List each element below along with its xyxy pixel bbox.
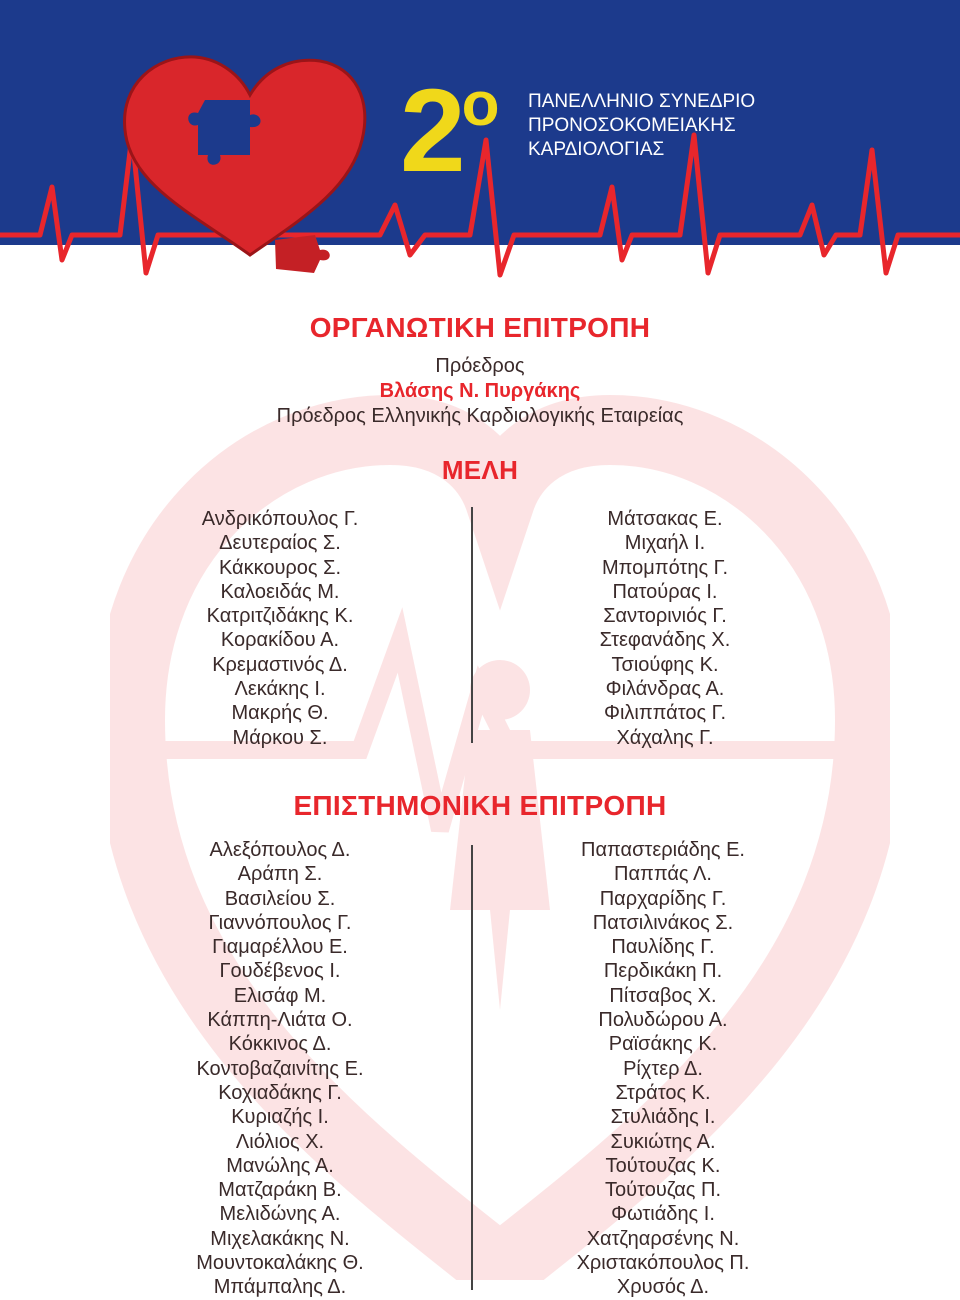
- member-name: Μάρκου Σ.: [232, 726, 328, 749]
- member-name: Καλοειδάς Μ.: [220, 580, 340, 603]
- scientific-members-left: [160, 838, 400, 1300]
- member-name: Στράτος Κ.: [615, 1081, 711, 1104]
- member-name: Φιλάνδρας Α.: [605, 678, 725, 701]
- member-name: Αράπη Σ.: [237, 863, 323, 886]
- member-name: Κάκκουρος Σ.: [218, 556, 342, 579]
- member-name: Μάτσακας Ε.: [607, 508, 723, 530]
- member-name: Ελισάφ Μ.: [233, 984, 327, 1007]
- member-name: Κατριτζιδάκης Κ.: [206, 605, 354, 628]
- member-name: Αλεξόπουλος Δ.: [209, 839, 351, 861]
- member-name: Παρχαρίδης Γ.: [599, 887, 727, 910]
- member-name: Μακρής Θ.: [231, 702, 329, 725]
- member-name: Παππάς Λ.: [614, 863, 712, 886]
- president-role: Πρόεδρος Ελληνικής Καρδιολογικής Εταιρείας: [276, 405, 684, 427]
- member-name: Κυριαζής Ι.: [231, 1106, 329, 1129]
- member-name: Μπάμπαλης Δ.: [213, 1276, 347, 1299]
- organizing-committee-heading: ΟΡΓΑΝΩΤΙΚΗ ΕΠΙΤΡΟΠΗ: [309, 312, 651, 343]
- member-name: Μπομπότης Γ.: [601, 556, 729, 579]
- member-name: Κοντοβαζαινίτης Ε.: [196, 1057, 364, 1080]
- scientific-divider: [471, 845, 473, 1290]
- member-name: Δευτεραίος Σ.: [219, 532, 341, 555]
- member-name: Λιόλιος Χ.: [235, 1130, 325, 1153]
- member-name: Μιχαήλ Ι.: [624, 532, 706, 555]
- member-name: Χάχαλης Γ.: [616, 726, 714, 749]
- member-name: Πατούρας Ι.: [612, 580, 718, 603]
- member-name: Στεφανάδης Χ.: [599, 629, 731, 652]
- member-name: Σαντορινιός Γ.: [603, 605, 727, 628]
- conference-title: ΠΑΝΕΛΛΗΝΙΟ ΣΥΝΕΔΡΙΟ ΠΡΟΝΟΣΟΚΟΜΕΙΑΚΗΣ ΚΑΡΔΙΟΛΟΓΙΑΣ: [528, 91, 756, 160]
- organizing-members-right: [565, 507, 765, 750]
- member-name: Τσιούφης Κ.: [611, 653, 719, 676]
- member-name: Κρεμαστινός Δ.: [212, 653, 348, 676]
- member-name: Παπαστεριάδης Ε.: [581, 839, 745, 861]
- member-name: Κάππη-Λιάτα Ο.: [207, 1009, 353, 1032]
- member-name: Μελιδώνης Α.: [219, 1203, 341, 1226]
- member-name: Βασιλείου Σ.: [224, 887, 336, 910]
- member-name: Μιχελακάκης Ν.: [210, 1227, 350, 1250]
- member-name: Πατσιλινάκος Σ.: [592, 911, 734, 934]
- member-name: Περδικάκη Π.: [603, 960, 723, 983]
- member-name: Γιαννόπουλος Γ.: [208, 911, 352, 934]
- member-name: Κόκκινος Δ.: [228, 1033, 332, 1056]
- member-name: Χατζηαρσένης Ν.: [586, 1227, 740, 1250]
- member-name: Κοχιαδάκης Γ.: [218, 1081, 342, 1104]
- member-name: Γιαμαρέλλου Ε.: [212, 936, 348, 959]
- member-name: Μανώλης Α.: [226, 1154, 334, 1177]
- puzzle-heart-logo: [100, 45, 380, 275]
- member-name: Πίτσαβος Χ.: [609, 984, 717, 1007]
- member-name: Ανδρικόπουλος Γ.: [201, 508, 359, 530]
- organizing-divider: [471, 507, 473, 743]
- member-name: Τούτουζας Π.: [605, 1179, 721, 1202]
- member-name: Παυλίδης Γ.: [611, 936, 715, 959]
- edition-number: $2^o$: [400, 65, 500, 197]
- member-name: Λεκάκης Ι.: [234, 678, 326, 701]
- member-name: Τούτουζας Κ.: [605, 1154, 721, 1177]
- member-name: Χριστακόπουλος Π.: [576, 1252, 750, 1275]
- scientific-committee-heading: ΕΠΙΣΤΗΜΟΝΙΚΗ ΕΠΙΤΡΟΠΗ: [293, 790, 667, 821]
- members-heading: ΜΕΛΗ: [441, 455, 519, 485]
- member-name: Φιλιππάτος Γ.: [603, 702, 727, 725]
- member-name: Ματζαράκη Β.: [218, 1179, 342, 1202]
- scientific-members-right: [543, 838, 783, 1300]
- member-name: Ρίχτερ Δ.: [623, 1057, 703, 1080]
- member-name: Φωτιάδης Ι.: [611, 1203, 715, 1226]
- member-name: Γουδέβενος Ι.: [219, 960, 341, 983]
- organizing-members-left: [180, 507, 380, 750]
- member-name: Συκιώτης Α.: [610, 1130, 716, 1153]
- member-name: Κορακίδου Α.: [220, 629, 340, 652]
- member-name: Στυλιάδης Ι.: [610, 1106, 716, 1129]
- president-label: Πρόεδρος: [435, 355, 525, 377]
- member-name: Ραϊσάκης Κ.: [608, 1033, 718, 1056]
- president-name: Βλάσης Ν. Πυργάκης: [379, 380, 581, 402]
- member-name: Μουντοκαλάκης Θ.: [196, 1252, 364, 1275]
- member-name: Πολυδώρου Α.: [598, 1009, 728, 1032]
- edition-suffix: ο: [461, 70, 500, 139]
- member-name: Χρυσός Δ.: [616, 1276, 710, 1299]
